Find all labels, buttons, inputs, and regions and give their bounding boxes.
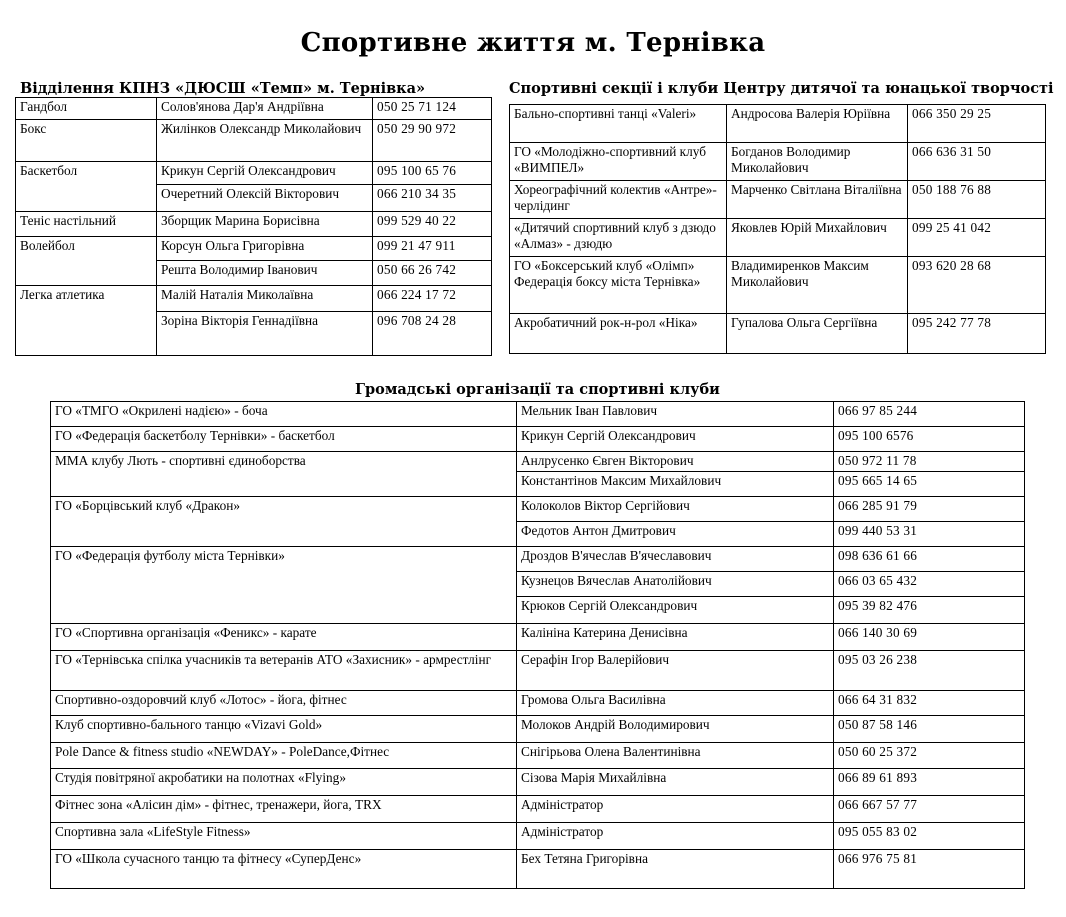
org-cell: ГО «Федерація баскетболу Тернівки» - баскетбол xyxy=(51,427,517,452)
org-cell: Студія повітряної акробатики на полотнах «Flying» xyxy=(51,769,517,796)
phone-cell: 099 440 53 31 xyxy=(834,522,1025,547)
contact-cell: Крикун Сергій Олександрович xyxy=(517,427,834,452)
coach-cell: Яковлев Юрій Михайлович xyxy=(727,219,908,257)
contact-cell: Кузнецов Вячеслав Анатолійович xyxy=(517,572,834,597)
contact-cell: Крюков Сергій Олександрович xyxy=(517,597,834,624)
dyussh-table xyxy=(15,97,492,356)
coach-cell: Зборщик Марина Борисівна xyxy=(157,212,373,237)
phone-cell: 096 708 24 28 xyxy=(373,312,492,356)
club-cell: Хореографічний колектив «Антре»-черлідинг xyxy=(510,181,727,219)
org-cell: Клуб спортивно-бального танцю «Vizavi Gold» xyxy=(51,716,517,743)
phone-cell: 095 39 82 476 xyxy=(834,597,1025,624)
phone-cell: 095 055 83 02 xyxy=(834,823,1025,850)
coach-cell: Солов'янова Дар'я Андріївна xyxy=(157,98,373,120)
contact-cell: Мельник Іван Павлович xyxy=(517,402,834,427)
contact-cell: Бех Тетяна Григорівна xyxy=(517,850,834,889)
phone-cell: 066 97 85 244 xyxy=(834,402,1025,427)
org-cell: ММА клубу Лють - спортивні єдиноборства xyxy=(51,452,517,497)
contact-cell: Анлрусенко Євген Вікторович xyxy=(517,452,834,472)
contact-cell: Адміністратор xyxy=(517,823,834,850)
contact-cell: Снігірьова Олена Валентинівна xyxy=(517,743,834,769)
phone-cell: 050 87 58 146 xyxy=(834,716,1025,743)
coach-cell: Марченко Світлана Віталіївна xyxy=(727,181,908,219)
org-cell: ГО «Спортивна організація «Феникс» - карате xyxy=(51,624,517,651)
phone-cell: 095 242 77 78 xyxy=(908,314,1046,354)
coach-cell: Жилінков Олександр Миколайович xyxy=(157,120,373,162)
sport-cell: Волейбол xyxy=(16,237,157,286)
contact-cell: Громова Ольга Василівна xyxy=(517,691,834,716)
section2-heading: Спортивні секції і клуби Центру дитячої та юнацької творчості xyxy=(509,80,1054,97)
phone-cell: 099 21 47 911 xyxy=(373,237,492,261)
coach-cell: Малій Наталія Миколаївна xyxy=(157,286,373,312)
organizations-table xyxy=(50,401,1025,889)
phone-cell: 098 636 61 66 xyxy=(834,547,1025,572)
contact-cell: Дроздов В'ячеслав В'ячеславович xyxy=(517,547,834,572)
contact-cell: Колоколов Віктор Сергійович xyxy=(517,497,834,522)
phone-cell: 095 03 26 238 xyxy=(834,651,1025,691)
coach-cell: Зоріна Вікторія Геннадіївна xyxy=(157,312,373,356)
phone-cell: 050 60 25 372 xyxy=(834,743,1025,769)
coach-cell: Очеретний Олексій Вікторович xyxy=(157,185,373,212)
sport-cell: Баскетбол xyxy=(16,162,157,212)
contact-cell: Молоков Андрій Володимирович xyxy=(517,716,834,743)
org-cell: Pole Dance & fitness studio «NEWDAY» - PoleDance,Фітнес xyxy=(51,743,517,769)
contact-cell: Сізова Марія Михайлівна xyxy=(517,769,834,796)
phone-cell: 099 25 41 042 xyxy=(908,219,1046,257)
cdut-table xyxy=(509,104,1046,354)
phone-cell: 050 25 71 124 xyxy=(373,98,492,120)
phone-cell: 095 665 14 65 xyxy=(834,472,1025,497)
phone-cell: 066 285 91 79 xyxy=(834,497,1025,522)
club-cell: «Дитячий спортивний клуб з дзюдо «Алмаз» - дзюдю xyxy=(510,219,727,257)
phone-cell: 066 636 31 50 xyxy=(908,143,1046,181)
coach-cell: Корсун Ольга Григорівна xyxy=(157,237,373,261)
sport-cell: Легка атлетика xyxy=(16,286,157,356)
contact-cell: Калініна Катерина Денисівна xyxy=(517,624,834,651)
contact-cell: Адміністратор xyxy=(517,796,834,823)
phone-cell: 093 620 28 68 xyxy=(908,257,1046,314)
contact-cell: Федотов Антон Дмитрович xyxy=(517,522,834,547)
org-cell: ГО «ТМГО «Окрилені надією» - боча xyxy=(51,402,517,427)
club-cell: Акробатичний рок-н-рол «Ніка» xyxy=(510,314,727,354)
phone-cell: 066 350 29 25 xyxy=(908,105,1046,143)
phone-cell: 066 64 31 832 xyxy=(834,691,1025,716)
phone-cell: 066 976 75 81 xyxy=(834,850,1025,889)
phone-cell: 099 529 40 22 xyxy=(373,212,492,237)
club-cell: Бально-спортивні танці «Valeri» xyxy=(510,105,727,143)
phone-cell: 066 224 17 72 xyxy=(373,286,492,312)
club-cell: ГО «Боксерський клуб «Олімп» Федерація боксу міста Тернівка» xyxy=(510,257,727,314)
contact-cell: Серафін Ігор Валерійович xyxy=(517,651,834,691)
coach-cell: Гупалова Ольга Сергіївна xyxy=(727,314,908,354)
coach-cell: Богданов Володимир Миколайович xyxy=(727,143,908,181)
contact-cell: Константінов Максим Михайлович xyxy=(517,472,834,497)
org-cell: Фітнес зона «Алісин дім» - фітнес, тренажери, йога, TRX xyxy=(51,796,517,823)
org-cell: ГО «Борцівський клуб «Дракон» xyxy=(51,497,517,547)
club-cell: ГО «Молодіжно-спортивний клуб «ВИМПЕЛ» xyxy=(510,143,727,181)
phone-cell: 050 66 26 742 xyxy=(373,261,492,286)
coach-cell: Андросова Валерія Юріївна xyxy=(727,105,908,143)
phone-cell: 050 29 90 972 xyxy=(373,120,492,162)
phone-cell: 066 667 57 77 xyxy=(834,796,1025,823)
phone-cell: 095 100 65 76 xyxy=(373,162,492,185)
org-cell: Спортивно-оздоровчий клуб «Лотос» - йога, фітнес xyxy=(51,691,517,716)
phone-cell: 066 210 34 35 xyxy=(373,185,492,212)
sport-cell: Бокс xyxy=(16,120,157,162)
org-cell: ГО «Федерація футболу міста Тернівки» xyxy=(51,547,517,624)
coach-cell: Владимиренков Максим Миколайович xyxy=(727,257,908,314)
org-cell: ГО «Тернівська спілка учасників та ветеранів АТО «Захисник» - армрестлінг xyxy=(51,651,517,691)
phone-cell: 050 972 11 78 xyxy=(834,452,1025,472)
coach-cell: Крикун Сергій Олександрович xyxy=(157,162,373,185)
phone-cell: 095 100 6576 xyxy=(834,427,1025,452)
org-cell: Спортивна зала «LifeStyle Fitness» xyxy=(51,823,517,850)
phone-cell: 066 03 65 432 xyxy=(834,572,1025,597)
coach-cell: Решта Володимир Іванович xyxy=(157,261,373,286)
phone-cell: 066 140 30 69 xyxy=(834,624,1025,651)
section3-heading: Громадські організації та спортивні клуби xyxy=(355,381,720,398)
org-cell: ГО «Школа сучасного танцю та фітнесу «СуперДенс» xyxy=(51,850,517,889)
section1-heading: Відділення КПНЗ «ДЮСШ «Темп» м. Тернівка» xyxy=(20,80,426,97)
sport-cell: Теніс настільний xyxy=(16,212,157,237)
phone-cell: 050 188 76 88 xyxy=(908,181,1046,219)
page-title: Спортивне життя м. Тернівка xyxy=(300,28,766,58)
sport-cell: Гандбол xyxy=(16,98,157,120)
phone-cell: 066 89 61 893 xyxy=(834,769,1025,796)
